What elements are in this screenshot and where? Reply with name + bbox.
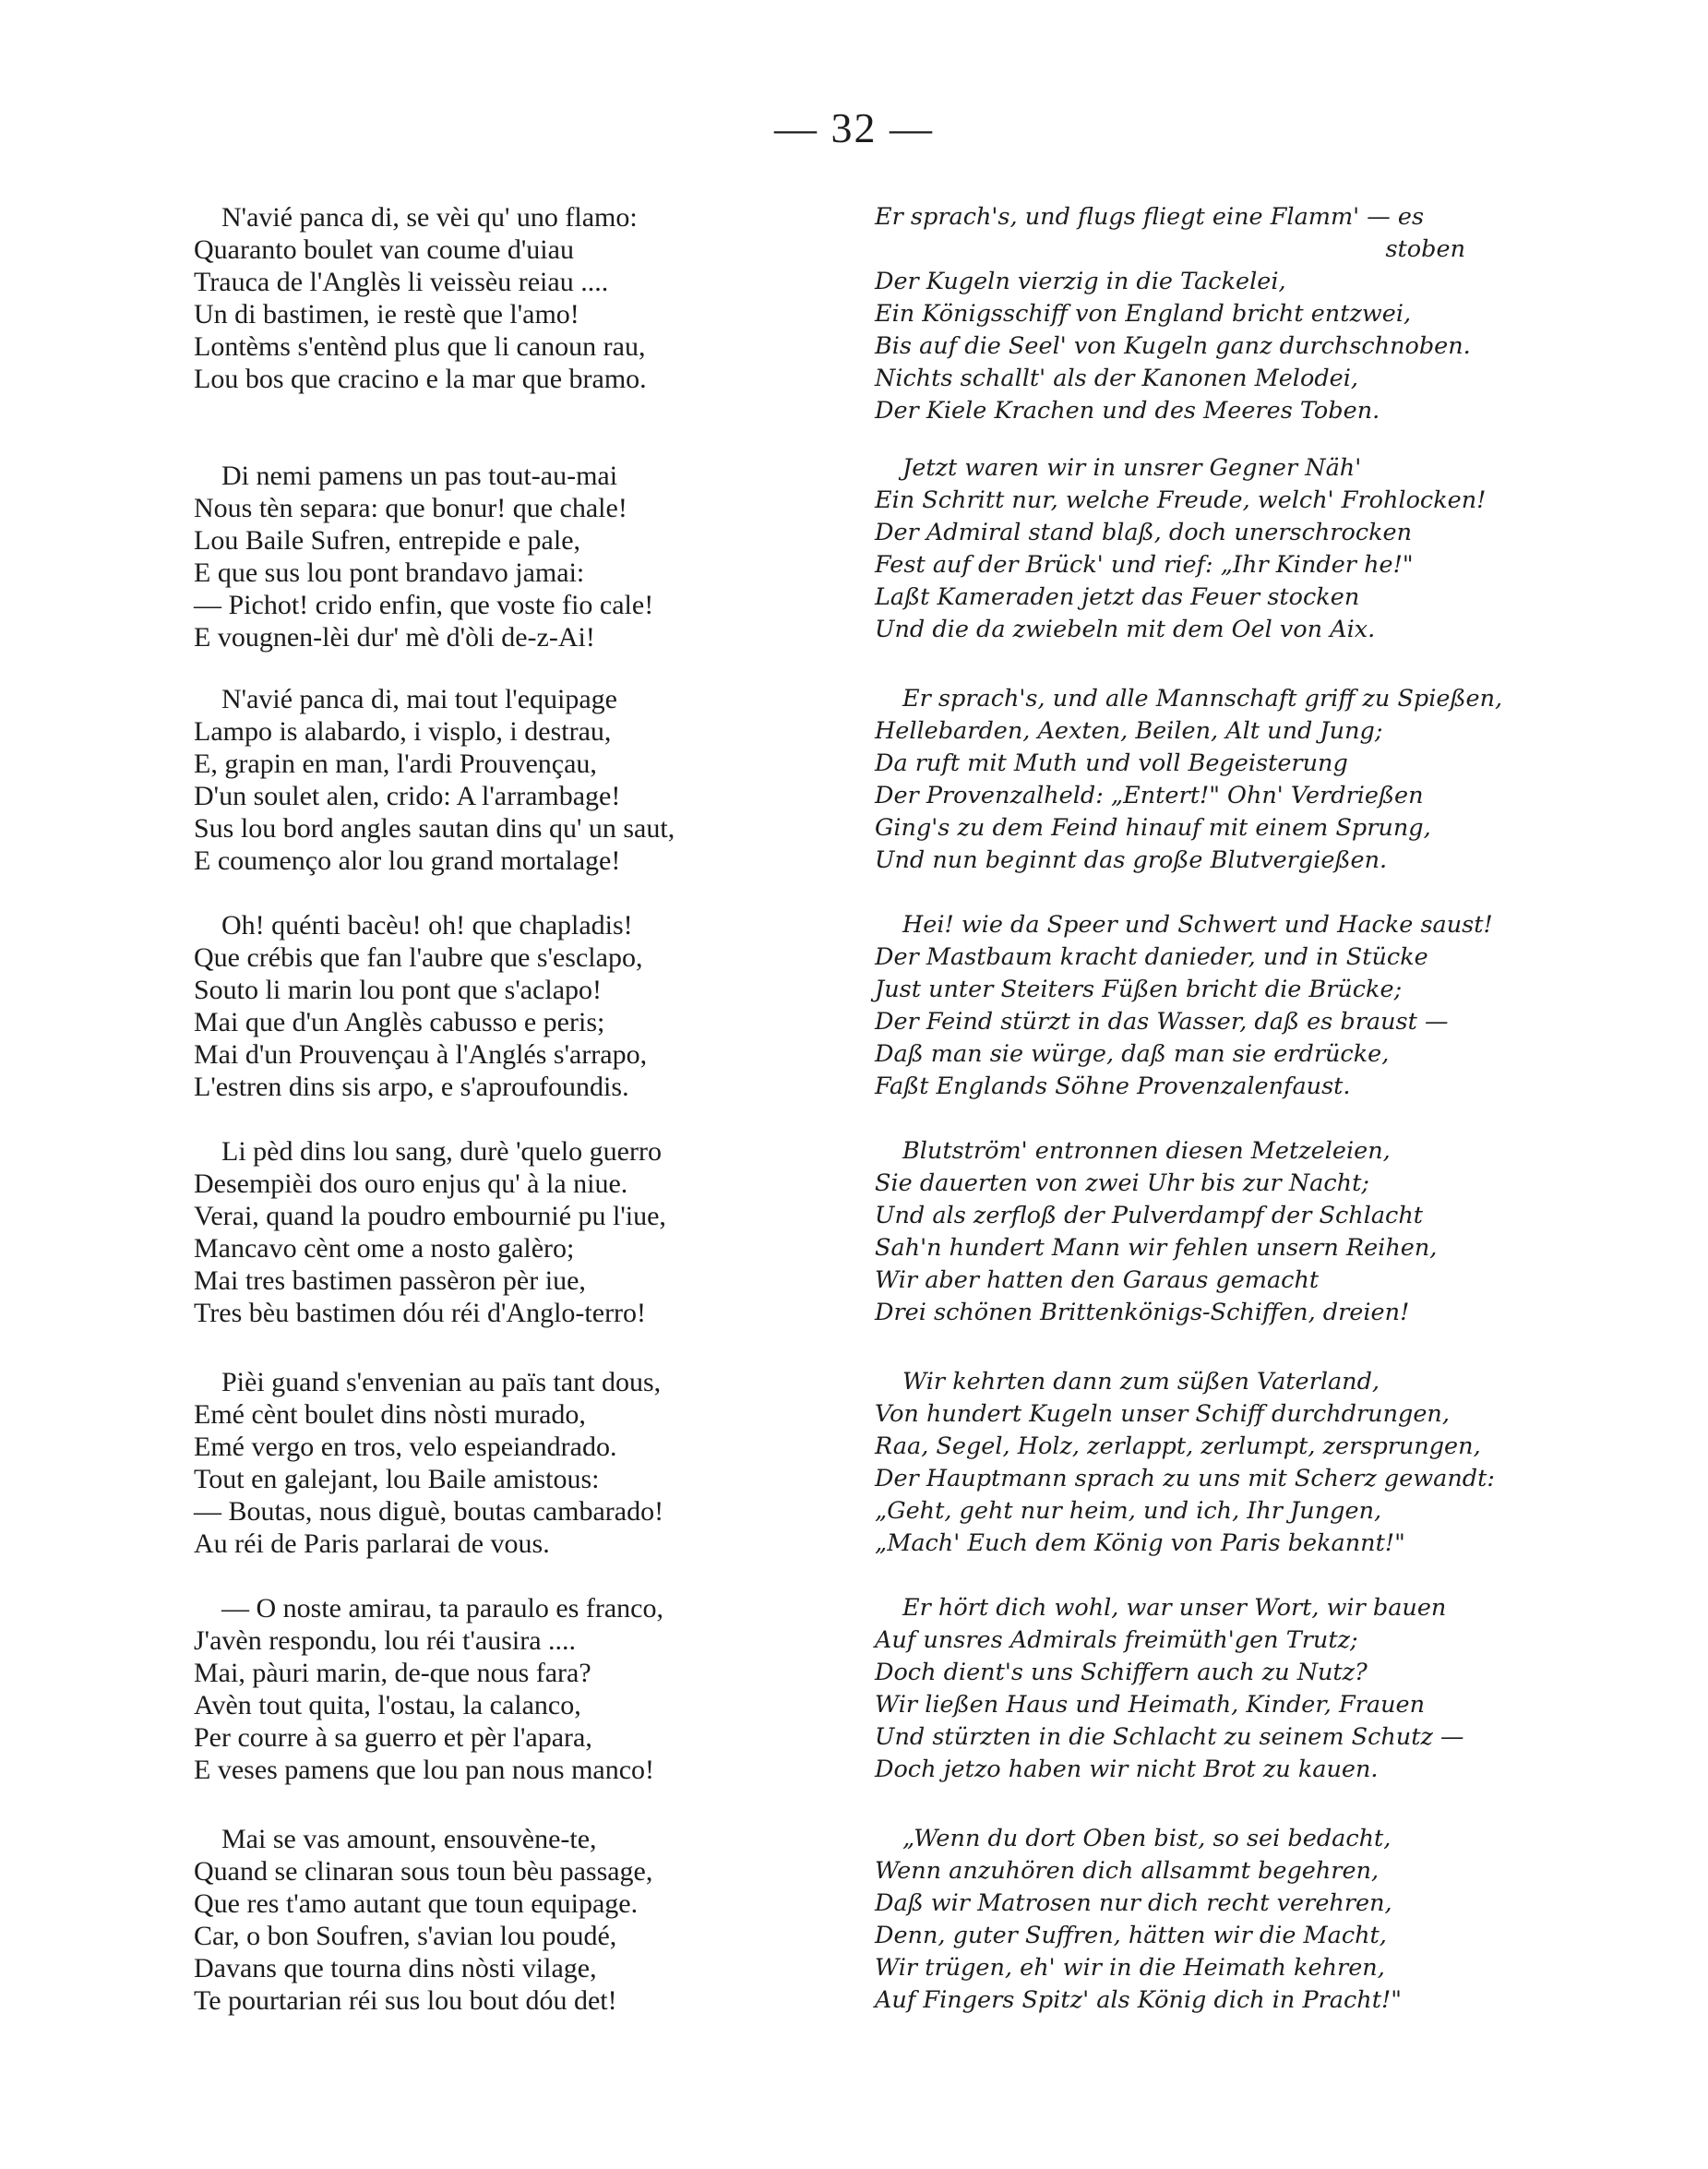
provencal-stanza-7: [194, 1592, 849, 1786]
verse-line: Blutström' entronnen diesen Metzeleien,: [902, 1137, 1391, 1165]
verse-line: Raa, Segel, Holz, zerlappt, zerlumpt, zersprungen,: [875, 1432, 1481, 1460]
verse-line: Un di bastimen, ie restè que l'amo!: [194, 299, 579, 330]
verse-line: Von hundert Kugeln unser Schiff durchdrungen,: [875, 1400, 1450, 1428]
verse-line: Lou bos que cracino e la mar que bramo.: [194, 364, 647, 394]
verse-line: Di nemi pamens un pas tout-au-mai: [221, 461, 618, 491]
verse-line: Laßt Kameraden jetzt das Feuer stocken: [875, 583, 1360, 611]
verse-line: Per courre à sa guerro et pèr l'apara,: [194, 1722, 592, 1753]
verse-line: Denn, guter Suffren, hätten wir die Macht,: [875, 1922, 1387, 1949]
verse-line: N'avié panca di, se vèi qu' uno flamo:: [221, 202, 638, 233]
verse-line: Doch jetzo haben wir nicht Brot zu kauen.: [875, 1756, 1379, 1783]
verse-line: Bis auf die Seel' von Kugeln ganz durchschnoben.: [875, 332, 1471, 360]
verse-line: Daß wir Matrosen nur dich recht verehren,: [875, 1889, 1392, 1917]
verse-line: Der Kugeln vierzig in die Tackelei,: [875, 268, 1286, 295]
verse-line: Und die da zwiebeln mit dem Oel von Aix.: [875, 616, 1376, 643]
verse-line: Wir kehrten dann zum süßen Vaterland,: [902, 1368, 1380, 1396]
verse-line: Lou Baile Sufren, entrepide e pale,: [194, 525, 581, 556]
verse-line: Jetzt waren wir in unsrer Gegner Näh': [902, 454, 1362, 482]
verse-line: Just unter Steiters Füßen bricht die Brücke;: [875, 976, 1403, 1003]
verse-line: Wir aber hatten den Garaus gemacht: [875, 1266, 1320, 1294]
provencal-stanza-2: [194, 460, 849, 653]
verse-line: N'avié panca di, mai tout l'equipage: [221, 684, 617, 714]
verse-line: Sah'n hundert Mann wir fehlen unsern Reihen,: [875, 1234, 1438, 1262]
verse-line: — O noste amirau, ta paraulo es franco,: [221, 1593, 663, 1624]
verse-line: Ging's zu dem Feind hinauf mit einem Sprung,: [875, 814, 1431, 842]
german-stanza-2: [875, 452, 1521, 646]
verse-line: Verai, quand la poudro embournié pu l'iue,: [194, 1201, 666, 1231]
verse-line: Li pèd dins lou sang, durè 'quelo guerro: [221, 1136, 662, 1167]
verse-line: Der Admiral stand blaß, doch unerschrocken: [875, 519, 1413, 546]
verse-line: Er hört dich wohl, war unser Wort, wir bauen: [902, 1594, 1447, 1622]
verse-line: Auf unsres Admirals freimüth'gen Trutz;: [875, 1626, 1358, 1654]
verse-line: Faßt Englands Söhne Provenzalenfaust.: [875, 1073, 1351, 1100]
verse-line: E coumenço alor lou grand mortalage!: [194, 845, 621, 876]
verse-line: E vougnen-lèi dur' mè d'òli de-z-Ai!: [194, 622, 595, 653]
provencal-stanza-3: [194, 683, 849, 877]
german-stanza-7: [875, 1592, 1521, 1786]
german-stanza-8: [875, 1823, 1521, 2017]
verse-line: Hellebarden, Aexten, Beilen, Alt und Jung;: [875, 717, 1383, 745]
verse-line: Desempièi dos ouro enjus qu' à la niue.: [194, 1168, 628, 1199]
verse-line: Lontèms s'entènd plus que li canoun rau,: [194, 331, 646, 362]
verse-line: Tout en galejant, lou Baile amistous:: [194, 1464, 600, 1494]
verse-line: L'estren dins sis arpo, e s'aproufoundis.: [194, 1072, 629, 1102]
verse-line: E, grapin en man, l'ardi Prouvençau,: [194, 749, 597, 779]
verse-line: „Mach' Euch dem König von Paris bekannt!": [875, 1529, 1405, 1557]
verse-line: E veses pamens que lou pan nous manco!: [194, 1755, 655, 1785]
verse-line: Der Hauptmann sprach zu uns mit Scherz gewandt:: [875, 1465, 1495, 1492]
verse-line: Tres bèu bastimen dóu réi d'Anglo-terro!: [194, 1298, 647, 1328]
german-stanza-3: [875, 683, 1521, 877]
verse-line: Te pourtarian réi sus lou bout dóu det!: [194, 1985, 617, 2016]
verse-line: Wir trügen, eh' wir in die Heimath kehren,: [875, 1954, 1385, 1982]
verse-line: J'avèn respondu, lou réi t'ausira ....: [194, 1625, 577, 1656]
german-stanza-5: [875, 1135, 1521, 1329]
verse-line: Sie dauerten von zwei Uhr bis zur Nacht;: [875, 1169, 1369, 1197]
provencal-stanza-4: [194, 909, 849, 1103]
verse-line: Quand se clinaran sous toun bèu passage,: [194, 1856, 653, 1887]
verse-line: Mancavo cènt ome a nosto galèro;: [194, 1233, 575, 1264]
provencal-stanza-6: [194, 1366, 849, 1560]
verse-line: Der Mastbaum kracht danieder, und in Stücke: [875, 943, 1428, 971]
verse-line: Nous tèn separa: que bonur! que chale!: [194, 493, 627, 523]
verse-line: Trauca de l'Anglès li veissèu reiau ....: [194, 267, 609, 297]
german-stanza-1: [875, 201, 1521, 427]
verse-line: Er sprach's, und alle Mannschaft griff zu Spießen,: [902, 685, 1503, 713]
verse-line: Pièi guand s'envenian au païs tant dous,: [221, 1367, 662, 1397]
verse-line: Wenn anzuhören dich allsammt begehren,: [875, 1857, 1380, 1885]
verse-line: Sus lou bord angles sautan dins qu' un saut,: [194, 813, 675, 844]
verse-line: Que crébis que fan l'aubre que s'esclapo,: [194, 942, 643, 973]
verse-line: Drei schönen Brittenkönigs-Schiffen, dreien!: [875, 1299, 1410, 1326]
verse-line: Mai tres bastimen passèron pèr iue,: [194, 1265, 586, 1296]
verse-line: Mai se vas amount, ensouvène-te,: [221, 1824, 597, 1854]
verse-line: „Wenn du dort Oben bist, so sei bedacht,: [902, 1825, 1391, 1852]
verse-line: Doch dient's uns Schiffern auch zu Nutz?: [875, 1659, 1368, 1686]
verse-line: Emé cènt boulet dins nòsti murado,: [194, 1399, 586, 1430]
verse-line: D'un soulet alen, crido: A l'arrambage!: [194, 781, 621, 811]
provencal-stanza-1: [194, 201, 849, 395]
verse-line: Ein Königsschiff von England bricht entzwei,: [875, 300, 1412, 328]
verse-line: Und stürzten in die Schlacht zu seinem Schutz —: [875, 1723, 1464, 1751]
german-stanza-4: [875, 909, 1521, 1103]
verse-line: Der Provenzalheld: „Entert!" Ohn' Verdrießen: [875, 782, 1424, 809]
verse-line: — Boutas, nous diguè, boutas cambarado!: [194, 1496, 664, 1527]
verse-line: Wir ließen Haus und Heimath, Kinder, Frauen: [875, 1691, 1426, 1719]
verse-line: Mai, pàuri marin, de-que nous fara?: [194, 1658, 591, 1688]
verse-line: Daß man sie würge, daß man sie erdrücke,: [875, 1040, 1390, 1068]
verse-line: Quaranto boulet van coume d'uiau: [194, 234, 574, 265]
page-number: — 32 —: [774, 104, 934, 151]
verse-line: Emé vergo en tros, velo espeiandrado.: [194, 1432, 617, 1462]
verse-line: Fest auf der Brück' und rief: „Ihr Kinder he!": [875, 551, 1414, 579]
verse-line: Der Feind stürzt in das Wasser, daß es braust —: [875, 1008, 1449, 1036]
verse-line: Souto li marin lou pont que s'aclapo!: [194, 975, 603, 1005]
verse-line: E que sus lou pont brandavo jamai:: [194, 557, 585, 588]
verse-line: Davans que tourna dins nòsti vilage,: [194, 1953, 597, 1983]
verse-line: Nichts schallt' als der Kanonen Melodei,: [875, 365, 1358, 392]
verse-line: Hei! wie da Speer und Schwert und Hacke saust!: [902, 911, 1493, 939]
provencal-stanza-5: [194, 1135, 849, 1329]
german-stanza-6: [875, 1366, 1521, 1560]
verse-line: Mai que d'un Anglès cabusso e peris;: [194, 1007, 605, 1037]
verse-line: Auf Fingers Spitz' als König dich in Pracht!": [875, 1986, 1402, 2014]
provencal-stanza-8: [194, 1823, 849, 2017]
verse-line: Car, o bon Soufren, s'avian lou poudé,: [194, 1921, 617, 1951]
verse-line: Er sprach's, und flugs fliegt eine Flamm' — es: [875, 203, 1425, 231]
verse-line: Que res t'amo autant que toun equipage.: [194, 1888, 639, 1919]
verse-line-continuation: stoben: [1385, 235, 1465, 263]
verse-line: Da ruft mit Muth und voll Begeisterung: [875, 749, 1348, 777]
verse-line: Mai d'un Prouvençau à l'Anglés s'arrapo,: [194, 1039, 648, 1070]
verse-line: Lampo is alabardo, i visplo, i destrau,: [194, 716, 612, 747]
verse-line: „Geht, geht nur heim, und ich, Ihr Jungen,: [875, 1497, 1382, 1525]
verse-line: Ein Schritt nur, welche Freude, welch' Frohlocken!: [875, 486, 1487, 514]
verse-line: — Pichot! crido enfin, que voste fio cale!: [194, 590, 654, 620]
verse-line: Avèn tout quita, l'ostau, la calanco,: [194, 1690, 581, 1720]
verse-line: Und als zerfloß der Pulverdampf der Schlacht: [875, 1202, 1424, 1229]
verse-line: Oh! quénti bacèu! oh! que chapladis!: [221, 910, 633, 941]
verse-line: Au réi de Paris parlarai de vous.: [194, 1528, 550, 1559]
verse-line: Und nun beginnt das große Blutvergießen.: [875, 846, 1388, 874]
verse-line: Der Kiele Krachen und des Meeres Toben.: [875, 397, 1380, 425]
